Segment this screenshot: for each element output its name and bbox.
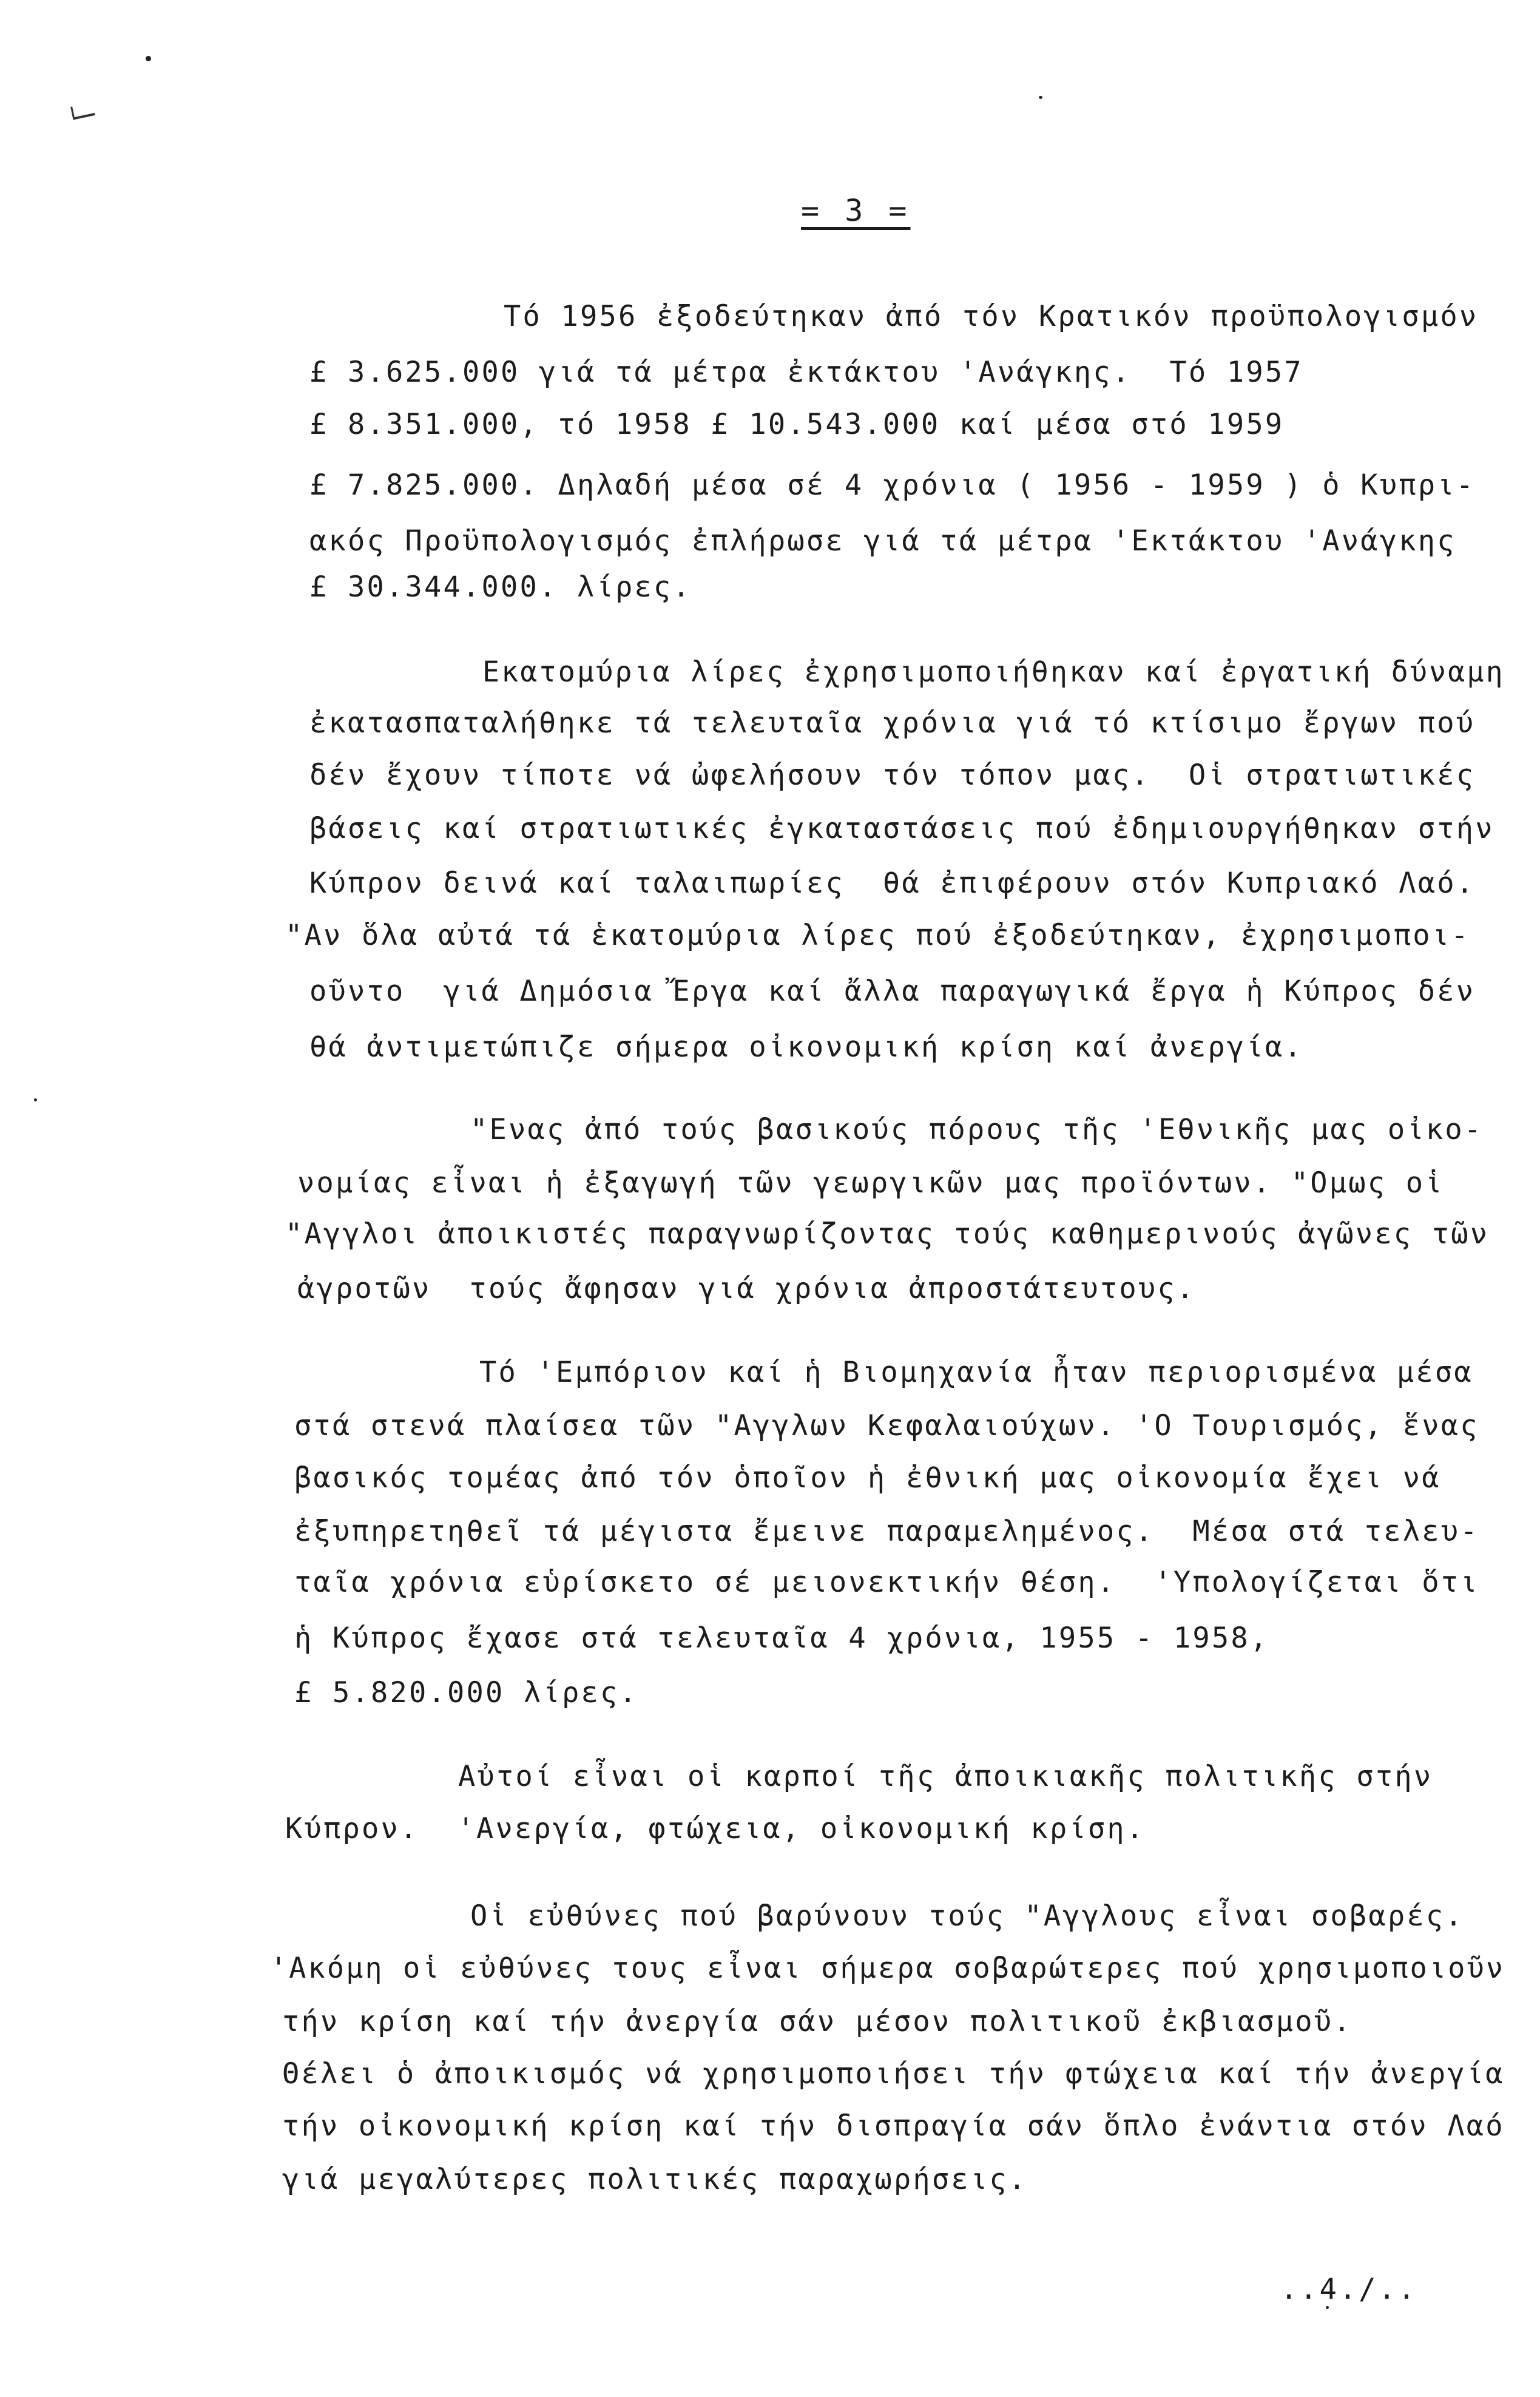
scan-speck	[34, 1098, 37, 1101]
scan-speck	[1039, 96, 1042, 99]
continuation-marker: ..4./..	[1280, 2273, 1418, 2306]
text-line: ακός Προϋπολογισμός ἐπλήρωσε γιά τά μέτρα 'Εκτάκτου 'Ανάγκης	[309, 524, 1456, 558]
text-line: ἐξυπηρετηθεῖ τά μέγιστα ἔμεινε παραμελημένος. Μέσα στά τελευ-	[294, 1515, 1479, 1548]
text-line: τήν οἰκονομική κρίση καί τήν δισπραγία σάν ὅπλο ἐνάντια στόν Λαό	[282, 2109, 1505, 2143]
text-line: ἡ Κύπρος ἔχασε στά τελευταῖα 4 χρόνια, 1955 - 1958,	[294, 1621, 1269, 1655]
text-line: Κύπρον δεινά καί ταλαιπωρίες θά ἐπιφέρουν στόν Κυπριακό Λαό.	[309, 867, 1476, 900]
text-line: "Ενας ἀπό τούς βασικούς πόρους τῆς 'Εθνικῆς μας οἰκο-	[470, 1113, 1484, 1146]
text-line: δέν ἔχουν τίποτε νά ὠφελήσουν τόν τόπον μας. Οἱ στρατιωτικές	[309, 759, 1476, 792]
text-line: Τό 1956 ἐξοδεύτηκαν ἀπό τόν Κρατικόν προϋπολογισμόν	[504, 300, 1479, 333]
text-line: τήν κρίση καί τήν ἀνεργία σάν μέσον πολιτικοῦ ἐκβιασμοῦ.	[282, 2005, 1353, 2038]
text-line: Αὐτοί εἶναι οἱ καρποί τῆς ἀποικιακῆς πολιτικῆς στήν	[458, 1760, 1433, 1793]
text-line: £ 5.820.000 λίρες.	[294, 1676, 638, 1709]
text-line: £ 30.344.000. λίρες.	[309, 570, 692, 604]
scan-speck	[1326, 2306, 1329, 2309]
page-number: = 3 =	[801, 193, 911, 228]
text-line: γιά μεγαλύτερες πολιτικές παραχωρήσεις.	[282, 2163, 1028, 2196]
text-line: ταῖα χρόνια εὑρίσκετο σέ μειονεκτικήν θέση. 'Υπολογίζεται ὅτι	[294, 1566, 1479, 1599]
text-line: £ 3.625.000 γιά τά μέτρα ἐκτάκτου 'Ανάγκης. Τό 1957	[309, 356, 1303, 389]
text-line: "Αν ὅλα αὐτά τά ἑκατομύρια λίρες πού ἐξοδεύτηκαν, ἐχρησιμοποι-	[285, 919, 1470, 952]
text-line: 'Ακόμη οἱ εὐθύνες τους εἶναι σήμερα σοβαρώτερες πού χρησιμοποιοῦν	[270, 1952, 1505, 1985]
text-line: £ 7.825.000. Δηλαδή μέσα σέ 4 χρόνια ( 1956 - 1959 ) ὁ Κυπρι-	[309, 468, 1476, 502]
text-line: βασικός τομέας ἀπό τόν ὁποῖον ἡ ἐθνική μας οἰκονομία ἔχει νά	[294, 1461, 1441, 1495]
handwritten-margin-mark	[70, 102, 95, 120]
text-line: θά ἀντιμετώπιζε σήμερα οἰκονομική κρίση καί ἀνεργία.	[309, 1030, 1303, 1064]
text-line: νομίας εἶναι ἡ ἐξαγωγή τῶν γεωργικῶν μας προϊόντων. "Ομως οἱ	[297, 1166, 1444, 1200]
text-line: οῦντο γιά Δημόσια Ἔργα καί ἄλλα παραγωγικά ἔργα ἡ Κύπρος δέν	[309, 975, 1476, 1008]
text-line: Εκατομύρια λίρες ἐχρησιμοποιήθηκαν καί ἐργατική δύναμη	[482, 655, 1505, 689]
text-line: στά στενά πλαίσεα τῶν "Αγγλων Κεφαλαιούχων. 'Ο Τουρισμός, ἕνας	[294, 1409, 1479, 1442]
text-line: £ 8.351.000, τό 1958 £ 10.543.000 καί μέσα στό 1959	[309, 408, 1285, 441]
text-line: "Αγγλοι ἀποικιστές παραγνωρίζοντας τούς καθημερινούς ἀγῶνες τῶν	[285, 1217, 1490, 1251]
text-line: ἐκατασπαταλήθηκε τά τελευταῖα χρόνια γιά τό κτίσιμο ἔργων πού	[309, 706, 1476, 740]
text-line: Τό 'Εμπόριον καί ἡ Βιομηχανία ἦταν περιορισμένα μέσα	[479, 1356, 1473, 1389]
text-line: βάσεις καί στρατιωτικές ἐγκαταστάσεις πού ἐδημιουργήθηκαν στήν	[309, 812, 1494, 845]
text-line: Οἱ εὐθύνες πού βαρύνουν τούς "Αγγλους εἶναι σοβαρές.	[470, 1899, 1464, 1933]
scan-speck	[146, 56, 151, 61]
text-line: Θέλει ὁ ἀποικισμός νά χρησιμοποιήσει τήν φτώχεια καί τήν ἀνεργία	[282, 2057, 1505, 2091]
text-line: ἀγροτῶν τούς ἄφησαν γιά χρόνια ἀπροστάτευτους.	[297, 1272, 1196, 1305]
text-line: Κύπρον. 'Ανεργία, φτώχεια, οἰκονομική κρίση.	[285, 1812, 1146, 1845]
